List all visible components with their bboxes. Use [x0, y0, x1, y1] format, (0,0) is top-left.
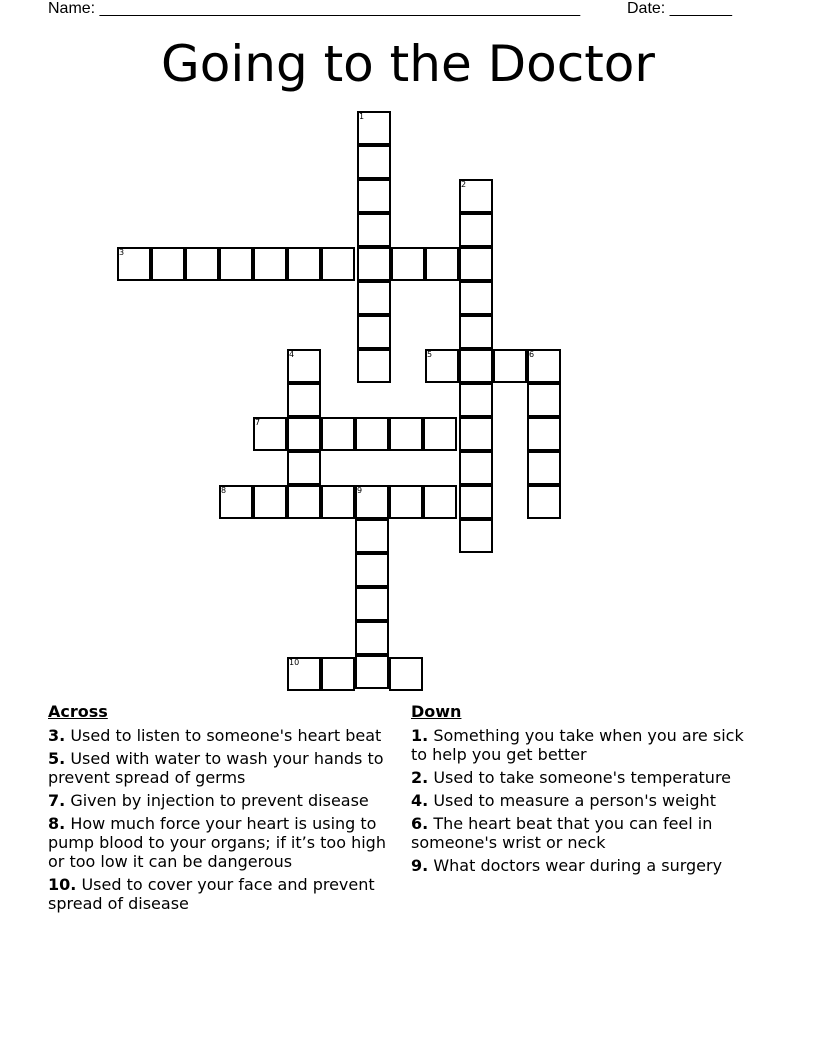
clue-text: Used with water to wash your hands to prevent spread of germs: [48, 749, 384, 787]
crossword-cell[interactable]: [219, 247, 253, 281]
crossword-cell[interactable]: [425, 247, 459, 281]
crossword-cell[interactable]: [355, 587, 389, 621]
clue-text: What doctors wear during a surgery: [433, 856, 723, 875]
clue-number: 10.: [48, 875, 77, 894]
across-clues: [48, 702, 403, 917]
crossword-cell[interactable]: [493, 349, 527, 383]
crossword-cell[interactable]: [459, 281, 493, 315]
crossword-cell[interactable]: [391, 247, 425, 281]
cell-number: 7: [255, 418, 261, 427]
cell-number: 5: [427, 350, 433, 359]
crossword-cell[interactable]: [389, 485, 423, 519]
clue-number: 4.: [411, 791, 429, 810]
down-clue-9: [411, 856, 756, 875]
crossword-cell[interactable]: [253, 485, 287, 519]
crossword-cell[interactable]: [321, 247, 355, 281]
cell-number: 10: [289, 658, 300, 667]
crossword-cell[interactable]: [321, 485, 355, 519]
crossword-cell[interactable]: [357, 145, 391, 179]
cell-number: 8: [221, 486, 227, 495]
clue-number: 6.: [411, 814, 429, 833]
clue-number: 9.: [411, 856, 429, 875]
crossword-cell[interactable]: [389, 657, 423, 691]
across-clue-5: [48, 749, 403, 787]
page-title: Going to the Doctor: [161, 35, 655, 93]
clue-number: 1.: [411, 726, 429, 745]
crossword-cell[interactable]: [355, 553, 389, 587]
cell-number: 9: [357, 486, 363, 495]
crossword-cell[interactable]: [287, 417, 321, 451]
crossword-cell[interactable]: [527, 383, 561, 417]
across-clue-7: [48, 791, 403, 810]
clue-text: How much force your heart is using to pump blood to your organs; if it’s too high or too low it can be dangerous: [48, 814, 386, 871]
crossword-cell[interactable]: [459, 315, 493, 349]
clue-number: 3.: [48, 726, 66, 745]
down-clue-6: [411, 814, 756, 852]
date-field-label: Date: _______: [627, 0, 732, 17]
crossword-cell[interactable]: [357, 315, 391, 349]
crossword-cell[interactable]: [357, 179, 391, 213]
cell-number: 1: [359, 112, 365, 121]
crossword-cell[interactable]: [321, 657, 355, 691]
down-clue-1: [411, 726, 756, 764]
crossword-cell[interactable]: [357, 247, 391, 281]
crossword-cell[interactable]: [357, 349, 391, 383]
crossword-cell[interactable]: [287, 383, 321, 417]
clue-text: Used to cover your face and prevent spread of disease: [48, 875, 375, 913]
down-clue-4: [411, 791, 756, 810]
cell-number: 3: [119, 248, 125, 257]
crossword-cell[interactable]: [253, 247, 287, 281]
crossword-cell[interactable]: [423, 485, 457, 519]
crossword-cell[interactable]: [355, 519, 389, 553]
crossword-cell[interactable]: [151, 247, 185, 281]
down-clue-2: [411, 768, 756, 787]
clue-text: Given by injection to prevent disease: [70, 791, 369, 810]
clue-text: Used to measure a person's weight: [433, 791, 716, 810]
crossword-cell[interactable]: [185, 247, 219, 281]
cell-number: 2: [461, 180, 467, 189]
crossword-cell[interactable]: [459, 349, 493, 383]
clue-text: Something you take when you are sick to help you get better: [411, 726, 744, 764]
clue-text: Used to take someone's temperature: [433, 768, 732, 787]
crossword-cell[interactable]: [355, 621, 389, 655]
across-clue-8: [48, 814, 403, 871]
crossword-cell[interactable]: [321, 417, 355, 451]
crossword-cell[interactable]: [459, 417, 493, 451]
crossword-cell[interactable]: [287, 485, 321, 519]
cell-number: 6: [529, 350, 535, 359]
across-heading: Across: [48, 702, 108, 721]
clue-text: Used to listen to someone's heart beat: [70, 726, 382, 745]
clue-number: 8.: [48, 814, 66, 833]
crossword-cell[interactable]: [527, 417, 561, 451]
down-clues: [411, 702, 756, 879]
crossword-cell[interactable]: [355, 655, 389, 689]
down-heading: Down: [411, 702, 462, 721]
crossword-cell[interactable]: [389, 417, 423, 451]
crossword-cell[interactable]: [459, 247, 493, 281]
crossword-cell[interactable]: [287, 247, 321, 281]
crossword-cell[interactable]: [459, 519, 493, 553]
clue-number: 5.: [48, 749, 66, 768]
crossword-cell[interactable]: [355, 417, 389, 451]
crossword-cell[interactable]: [459, 485, 493, 519]
clue-number: 2.: [411, 768, 429, 787]
crossword-cell[interactable]: [459, 213, 493, 247]
clue-text: The heart beat that you can feel in someone's wrist or neck: [411, 814, 713, 852]
across-clue-10: [48, 875, 403, 913]
across-clue-3: [48, 726, 403, 745]
crossword-cell[interactable]: [527, 451, 561, 485]
crossword-cell[interactable]: [357, 213, 391, 247]
clue-number: 7.: [48, 791, 66, 810]
name-field-label: Name: ______________________________________________________: [48, 0, 581, 17]
cell-number: 4: [289, 350, 295, 359]
crossword-cell[interactable]: [287, 451, 321, 485]
crossword-cell[interactable]: [423, 417, 457, 451]
crossword-cell[interactable]: [459, 383, 493, 417]
crossword-cell[interactable]: [459, 451, 493, 485]
crossword-cell[interactable]: [357, 281, 391, 315]
crossword-cell[interactable]: [527, 485, 561, 519]
